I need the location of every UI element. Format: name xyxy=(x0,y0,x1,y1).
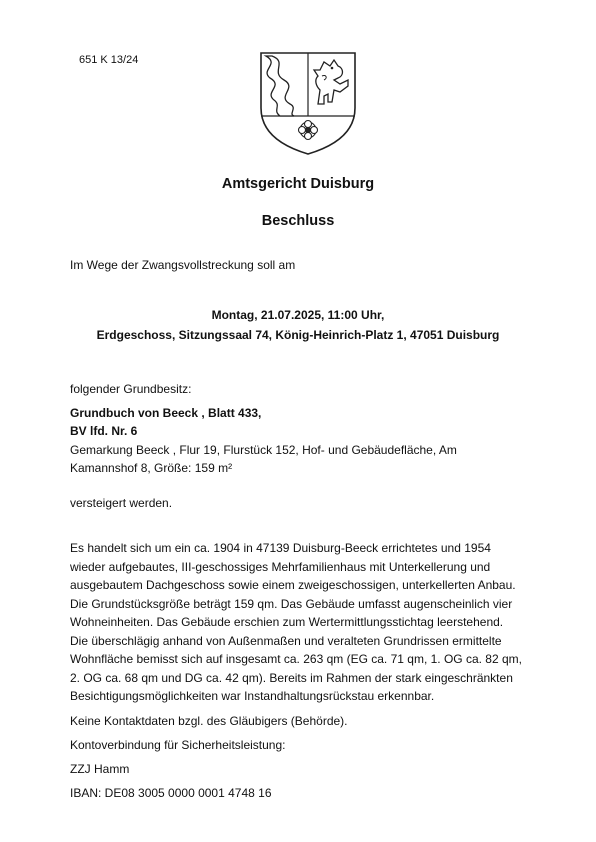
account-label: Kontoverbindung für Sicherheitsleistung: xyxy=(70,738,286,752)
account-holder: ZZJ Hamm xyxy=(70,762,130,776)
document-title: Beschluss xyxy=(261,213,335,229)
description-line: Wohneinheiten. Das Gebäude erschien zum Wertermittlungsstichtag leerstehend. xyxy=(70,615,504,629)
iban: IBAN: DE08 3005 0000 0001 4748 16 xyxy=(70,786,272,800)
description-line: Die Grundstücksgröße beträgt 159 qm. Das Gebäude umfasst augenscheinlich vier xyxy=(70,596,513,611)
court-name: Amtsgericht Duisburg xyxy=(221,176,375,192)
intro-text: Im Wege der Zwangsvollstreckung soll am xyxy=(70,258,296,272)
auction-text: versteigert werden. xyxy=(70,496,173,510)
property-intro: folgender Grundbesitz: xyxy=(70,382,192,396)
bv-number: BV lfd. Nr. 6 xyxy=(70,424,138,438)
property-description: Kamannshof 8, Größe: 159 m² xyxy=(70,461,233,475)
description-line: Wohnfläche bemisst sich auf insgesamt ca. 263 qm (EG ca. 71 qm, 1. OG ca. 82 qm, xyxy=(70,652,522,666)
file-reference: 651 K 13/24 xyxy=(79,54,139,66)
description-line: Die überschlägig anhand von Außenmaßen und veralteten Grundrissen ermittelte xyxy=(70,633,502,648)
nrw-coat-of-arms-icon xyxy=(258,50,358,156)
description-line: 2. OG ca. 68 qm und DG ca. 42 qm). Bereits im Rahmen der stark eingeschränkten xyxy=(70,670,513,685)
description-line: Es handelt sich um ein ca. 1904 in 47139 Duisburg-Beeck errichtetes und 1954 xyxy=(70,541,491,555)
description-line: wieder aufgebautes, III-geschossiges Mehrfamilienhaus mit Unterkellerung und xyxy=(70,559,491,574)
property-description: Gemarkung Beeck , Flur 19, Flurstück 152, Hof- und Gebäudefläche, Am xyxy=(70,443,457,457)
description-line: ausgebautem Dachgeschoss sowie einem zweigeschossigen, unterkellerten Anbau. xyxy=(70,578,516,592)
land-register: Grundbuch von Beeck , Blatt 433, xyxy=(70,406,262,420)
description-line: Besichtigungsmöglichkeiten war Instandhaltungsrückstau erkennbar. xyxy=(70,689,435,703)
creditor-note: Keine Kontaktdaten bzgl. des Gläubigers (Behörde). xyxy=(70,714,348,728)
building-description xyxy=(70,539,540,706)
appointment-date: Montag, 21.07.2025, 11:00 Uhr, xyxy=(211,308,385,322)
appointment-location: Erdgeschoss, Sitzungssaal 74, König-Heinrich-Platz 1, 47051 Duisburg xyxy=(96,328,500,342)
